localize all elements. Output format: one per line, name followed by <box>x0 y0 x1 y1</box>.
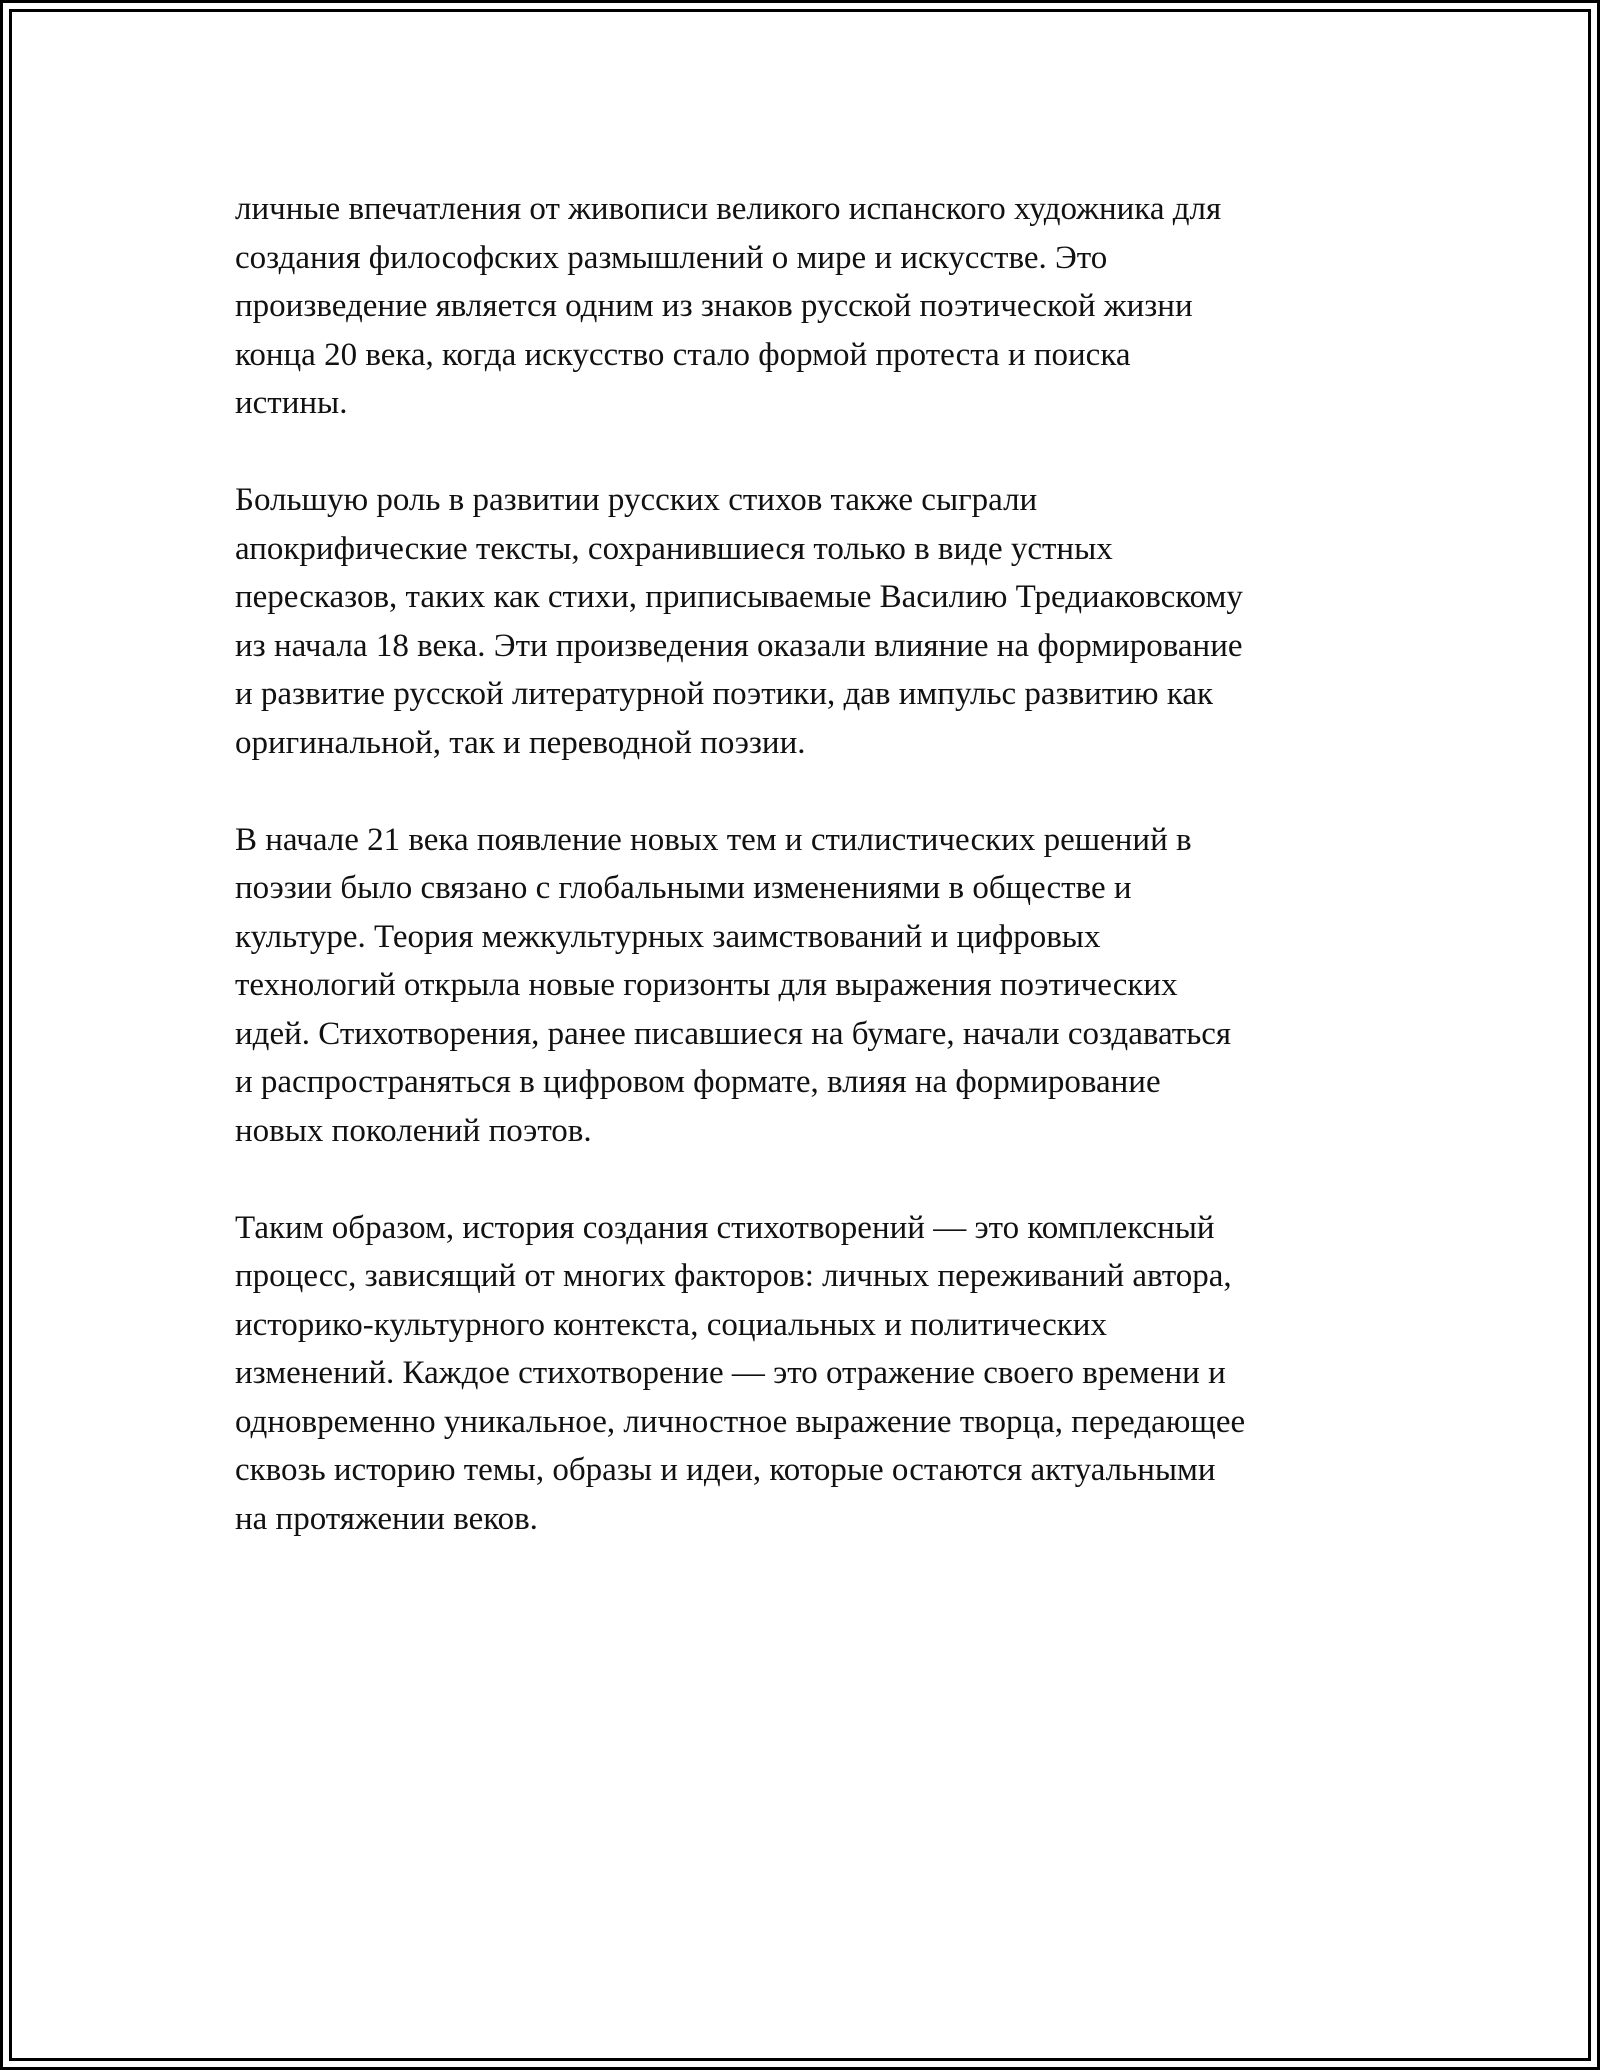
text-line: апокрифические тексты, сохранившиеся только в виде устных <box>235 530 1113 567</box>
text-line: В начале 21 века появление новых тем и стилистических решений в <box>235 821 1192 858</box>
text-line: идей. Стихотворения, ранее писавшиеся на бумаге, начали создаваться <box>235 1015 1232 1052</box>
text-line: истины. <box>235 385 348 421</box>
text-line: и развитие русской литературной поэтики, дав импульс развитию как <box>235 676 1214 712</box>
paragraph-4 <box>235 1204 1385 1544</box>
text-line: из начала 18 века. Эти произведения оказали влияние на формирование <box>235 627 1243 664</box>
text-line: личные впечатления от живописи великого испанского художника для <box>235 191 1222 227</box>
paragraph-1 <box>235 185 1385 428</box>
text-line: одновременно уникальное, личностное выражение творца, передающее <box>235 1403 1246 1440</box>
text-line: и распространяться в цифровом формате, влияя на формирование <box>235 1064 1161 1100</box>
text-line: произведение является одним из знаков русской поэтической жизни <box>235 288 1193 324</box>
text-line: культуре. Теория межкультурных заимствований и цифровых <box>235 918 1101 955</box>
text-line: поэзии было связано с глобальными изменениями в обществе и <box>235 870 1132 906</box>
text-line: сквозь историю темы, образы и идеи, которые остаются актуальными <box>235 1452 1216 1488</box>
document-body <box>235 185 1385 1592</box>
paragraph-3 <box>235 816 1385 1156</box>
text-line: конца 20 века, когда искусство стало формой протеста и поиска <box>235 336 1131 373</box>
text-line: новых поколений поэтов. <box>235 1112 592 1149</box>
text-line: создания философских размышлений о мире и искусстве. Это <box>235 239 1108 276</box>
text-line: историко-культурного контекста, социальных и политических <box>235 1306 1107 1343</box>
text-line: Таким образом, история создания стихотворений — это комплексный <box>235 1209 1215 1246</box>
text-line: Большую роль в развитии русских стихов также сыграли <box>235 482 1038 518</box>
text-line: технологий открыла новые горизонты для выражения поэтических <box>235 967 1178 1003</box>
text-line: процесс, зависящий от многих факторов: личных переживаний автора, <box>235 1258 1232 1294</box>
text-line: изменений. Каждое стихотворение — это отражение своего времени и <box>235 1355 1226 1391</box>
text-line: на протяжении веков. <box>235 1500 538 1537</box>
text-line: пересказов, таких как стихи, приписываемые Василию Тредиаковскому <box>235 579 1243 615</box>
paragraph-2 <box>235 476 1385 767</box>
text-line: оригинальной, так и переводной поэзии. <box>235 724 806 761</box>
